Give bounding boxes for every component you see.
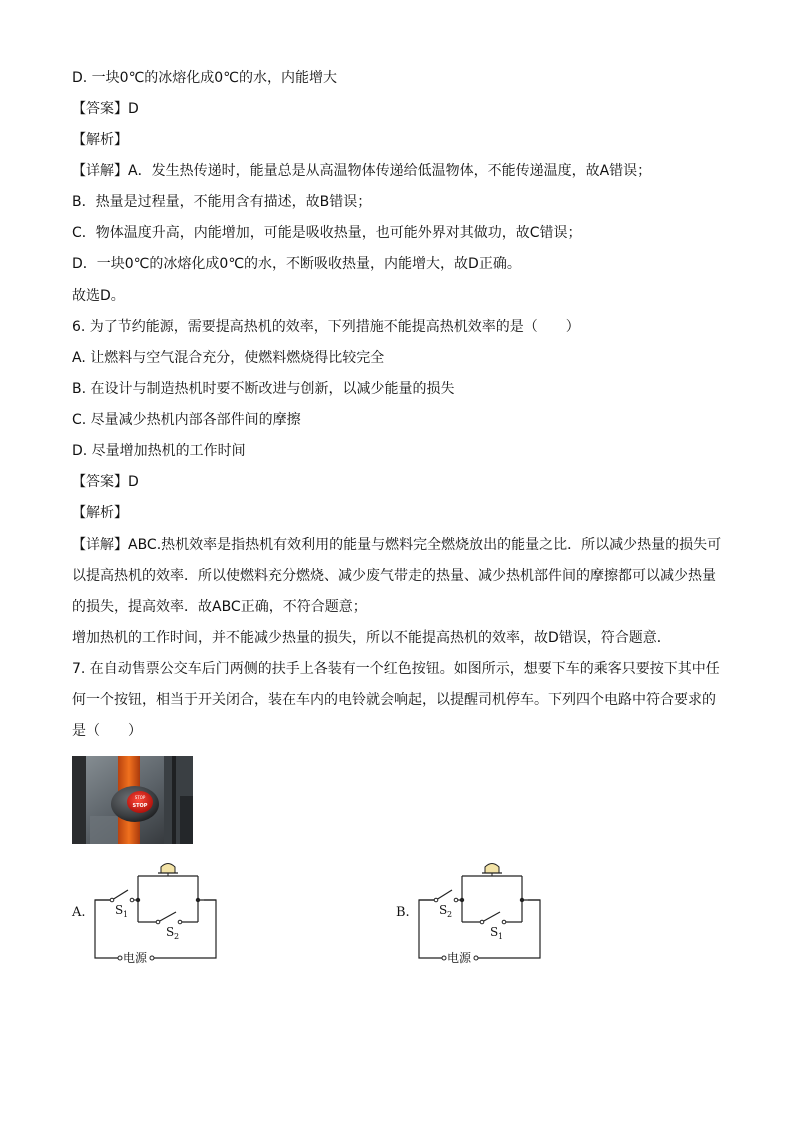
question-6-option-b: B. 在设计与制造热机时要不断改进与创新，以减少能量的损失 [72,381,455,397]
answer-line: 【答案】D [72,474,139,490]
explanation-line-1: 【详解】ABC.热机效率是指热机有效利用的能量与燃料完全燃烧放出的能量之比．所以减少热量的损失可 [72,537,722,553]
switch-s1-label: S [115,903,124,917]
question-6-option-a: A. 让燃料与空气混合充分，使燃料燃烧得比较完全 [72,350,385,366]
button-stop-text: STOP [132,803,148,809]
question-6-stem: 6. 为了节约能源，需要提高热机的效率，下列措施不能提高热机效率的是（ ） [72,319,580,335]
power-source-label: 电源 [123,951,148,965]
circuit-b [414,858,554,972]
answer-line: 【答案】D [72,101,139,117]
explanation-c: C．物体温度升高，内能增加，可能是吸收热量，也可能外界对其做功，故C错误； [72,225,582,241]
switch-s1-subscript: 1 [123,910,129,919]
conclusion-line: 故选D。 [72,288,125,304]
switch-s2-subscript: 2 [447,910,453,919]
option-a-label: A. [72,905,86,920]
circuit-a-drawing [90,858,230,968]
question-7-stem-1: 7. 在自动售票公交车后门两侧的扶手上各装有一个红色按钮。如图所示，想要下车的乘客只要按下其中任 [72,661,720,677]
option-b-label: B. [396,905,410,920]
switch-s1-label: S [490,925,499,939]
question-6-option-c: C. 尽量减少热机内部各部件间的摩擦 [72,412,301,428]
power-source-label: 电源 [447,951,472,965]
switch-s2-label: S [439,903,448,917]
analysis-heading: 【解析】 [72,505,128,521]
question-6-option-d: D. 尽量增加热机的工作时间 [72,443,246,459]
circuit-a [90,858,230,972]
button-top-text: STOP [134,795,146,800]
explanation-line-2: 以提高热机的效率．所以使燃料充分燃烧、减少废气带走的热量、减少热机部件间的摩擦都可以减少热量 [72,568,716,584]
circuit-b-drawing [414,858,554,968]
photo-drawing [72,756,193,844]
explanation-d: D．一块0℃的冰熔化成0℃的水，不断吸收热量，内能增大，故D正确。 [72,256,521,272]
question-7-stem-3: 是（ ） [72,723,142,739]
explanation-b: B．热量是过程量，不能用含有描述，故B错误； [72,194,372,210]
switch-s1-subscript: 1 [498,932,504,941]
explanation-line-3: 的损失，提高效率．故ABC正确，不符合题意； [72,599,367,615]
analysis-heading: 【解析】 [72,132,128,148]
explanation-a: 【详解】A．发生热传递时，能量总是从高温物体传递给低温物体，不能传递温度，故A错误； [72,163,652,179]
bus-stop-button-photo [72,756,193,844]
option-d-line: D. 一块0℃的冰熔化成0℃的水，内能增大 [72,70,337,86]
explanation-line-4: 增加热机的工作时间，并不能减少热量的损失，所以不能提高热机的效率，故D错误，符合题意． [72,630,671,646]
switch-s2-subscript: 2 [174,932,180,941]
question-7-stem-2: 何一个按钮，相当于开关闭合，装在车内的电铃就会响起，以提醒司机停车。下列四个电路中符合要求的 [72,692,716,708]
switch-s2-label: S [166,925,175,939]
